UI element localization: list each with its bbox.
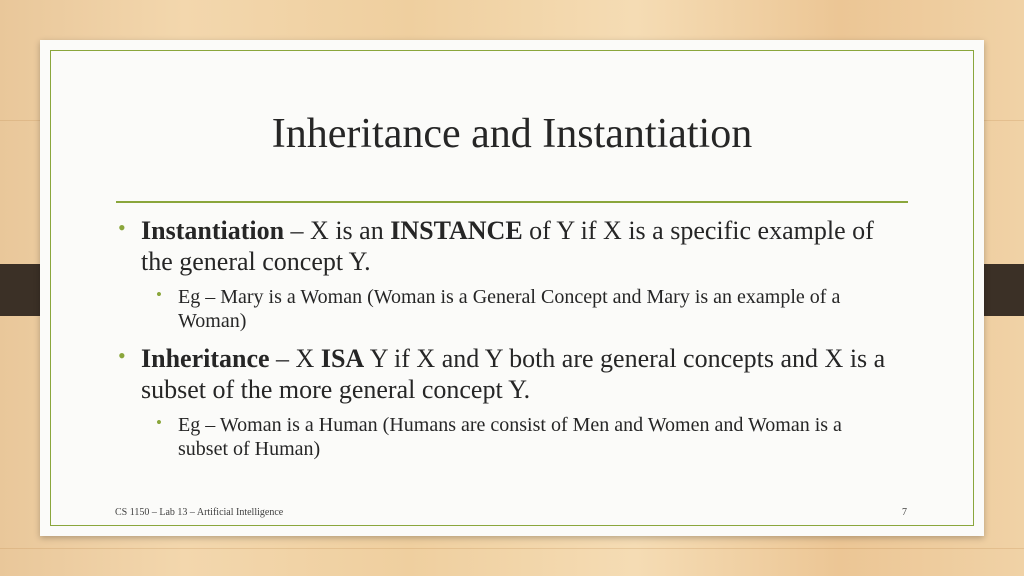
bullet-icon: • <box>118 215 126 240</box>
sub-bullet-text: Eg – Woman is a Human (Humans are consist of Men and Women and Woman is a subset of Human) <box>178 414 842 460</box>
bullet-text: – X is an <box>284 216 391 245</box>
bullet-icon: • <box>118 343 126 368</box>
sub-bullet-text: Eg – Mary is a Woman (Woman is a General Concept and Mary is an example of a Woman) <box>178 286 841 332</box>
bullet-term: Instantiation <box>141 216 285 245</box>
bullet-emphasis: INSTANCE <box>390 216 523 245</box>
title-divider <box>116 201 908 203</box>
slide-footer: CS 1150 – Lab 13 – Artificial Intelligence <box>115 507 284 518</box>
bullet-text: – X <box>269 344 321 373</box>
page-number: 7 <box>902 507 907 518</box>
bullet-text: Y if X and Y both are general concepts and X is a subset of the more general concept Y. <box>141 344 886 404</box>
sub-bullet-inheritance <box>116 413 896 461</box>
bullet-icon: • <box>156 285 162 304</box>
wood-grain <box>0 548 1024 549</box>
bullet-text: of Y if X is a specific example of the general concept Y. <box>141 216 874 276</box>
bullet-emphasis: ISA <box>320 344 365 373</box>
bullet-term: Inheritance <box>141 344 270 373</box>
bullet-list <box>116 215 896 471</box>
bullet-inheritance <box>116 343 896 405</box>
bullet-icon: • <box>156 413 162 432</box>
slide <box>40 40 984 536</box>
bullet-instantiation <box>116 215 896 277</box>
sub-bullet-instantiation <box>116 285 896 333</box>
slide-title: Inheritance and Instantiation <box>271 111 753 157</box>
